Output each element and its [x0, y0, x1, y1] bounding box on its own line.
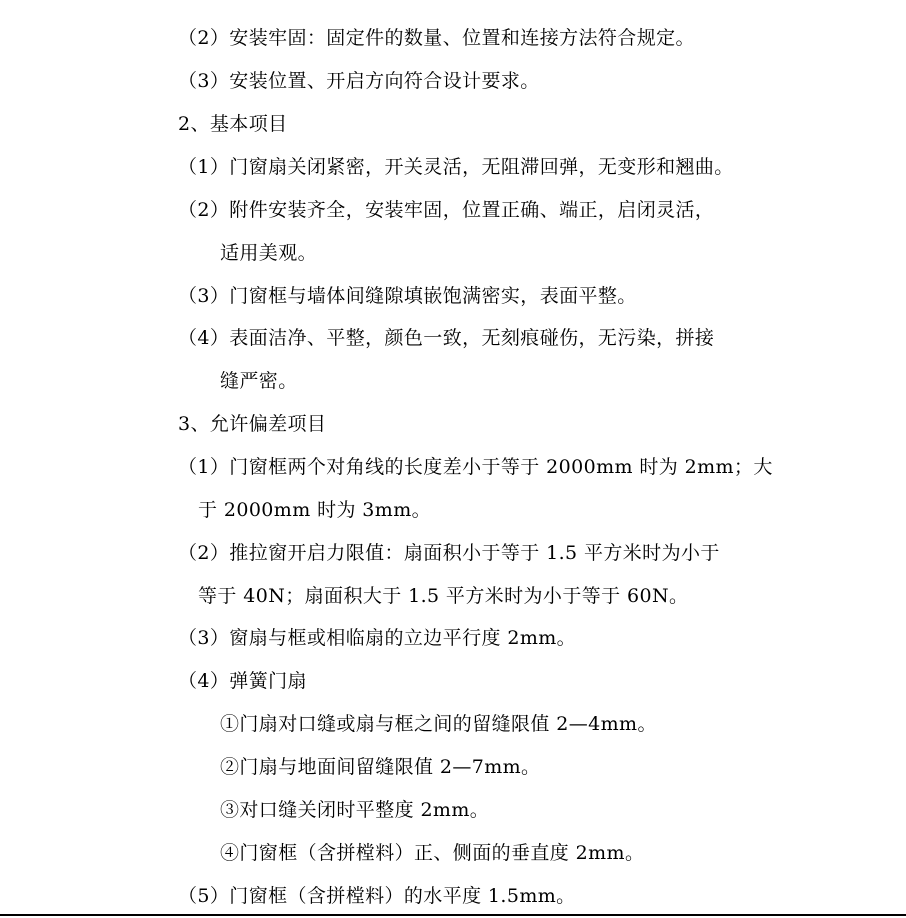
text-line-7: （3）门窗框与墙体间缝隙填嵌饱满密实，表面平整。: [178, 285, 637, 307]
text-line-21: （5）门窗框（含拼樘料）的水平度 1.5mm。: [178, 885, 576, 907]
text-line-18: ②门扇与地面间留缝限值 2—7mm。: [220, 756, 541, 778]
text-line-11: （1）门窗框两个对角线的长度差小于等于 2000mm 时为 2mm；大: [178, 456, 773, 478]
text-line-13: （2）推拉窗开启力限值：扇面积小于等于 1.5 平方米时为小于: [178, 542, 720, 564]
text-line-4: （1）门窗扇关闭紧密，开关灵活，无阻滞回弹，无变形和翘曲。: [178, 156, 734, 178]
section-heading-allowed-deviation: 3、允许偏差项目: [178, 413, 327, 435]
text-line-6: 适用美观。: [220, 242, 318, 264]
text-line-14: 等于 40N；扇面积大于 1.5 平方米时为小于等于 60N。: [198, 585, 689, 607]
text-line-15: （3）窗扇与框或相临扇的立边平行度 2mm。: [178, 627, 577, 649]
text-line-19: ③对口缝关闭时平整度 2mm。: [220, 799, 490, 821]
page-bottom-rule: [0, 914, 906, 916]
text-line-9: 缝严密。: [220, 370, 298, 392]
text-line-12: 于 2000mm 时为 3mm。: [198, 499, 432, 521]
section-heading-basic-items: 2、基本项目: [178, 113, 288, 135]
text-line-1: （2）安装牢固：固定件的数量、位置和连接方法符合规定。: [178, 27, 695, 49]
text-line-17: ①门扇对口缝或扇与框之间的留缝限值 2—4mm。: [220, 713, 657, 735]
text-line-5: （2）附件安装齐全，安装牢固，位置正确、端正，启闭灵活，: [178, 199, 715, 221]
text-line-2: （3）安装位置、开启方向符合设计要求。: [178, 70, 540, 92]
text-line-20: ④门窗框（含拼樘料）正、侧面的垂直度 2mm。: [220, 842, 645, 864]
text-line-16: （4）弹簧门扇: [178, 670, 307, 692]
text-line-8: （4）表面洁净、平整，颜色一致，无刻痕碰伤，无污染，拼接: [178, 327, 715, 349]
